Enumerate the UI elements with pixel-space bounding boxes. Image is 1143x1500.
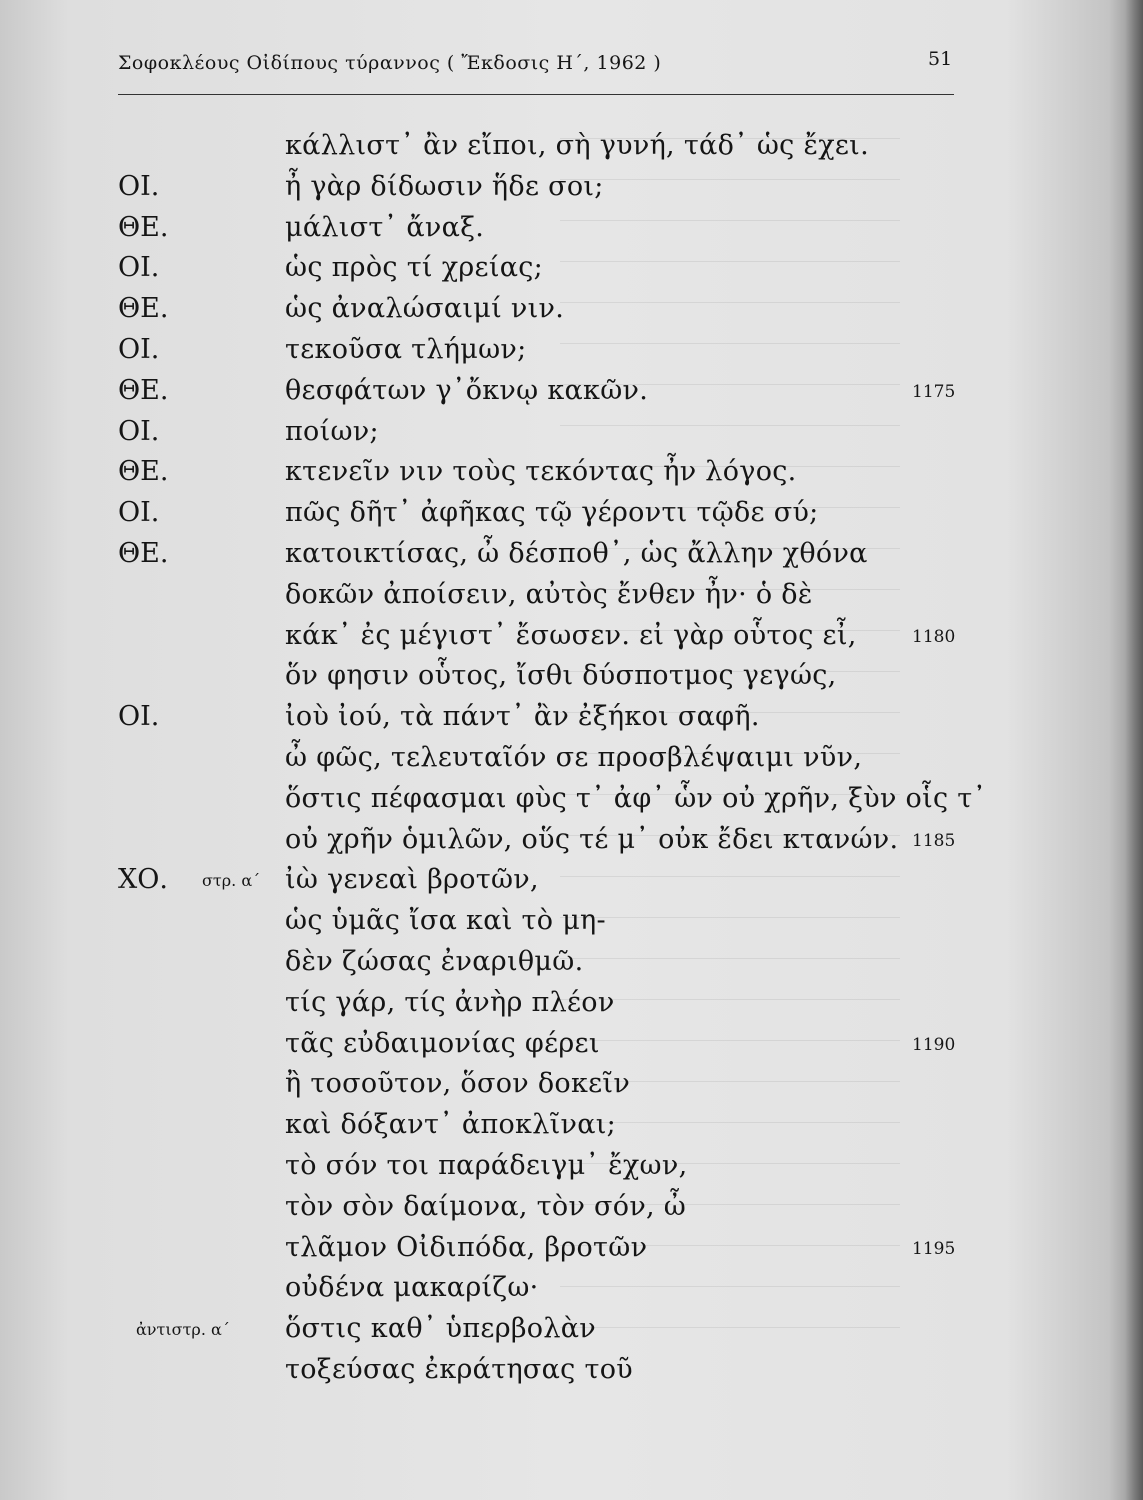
verse-line [0, 289, 1143, 329]
verse-text: δοκῶν ἀποίσειν, αὐτὸς ἔνθεν ἦν· ὁ δὲ [285, 578, 813, 610]
verse-text: τοξεύσας ἐκράτησας τοῦ [285, 1354, 633, 1385]
verse-text: δὲν ζώσας ἐναριθμῶ. [285, 946, 584, 977]
verse-text: ὡς ἀναλώσαιμί νιν. [285, 293, 565, 325]
verse-line [0, 983, 1143, 1023]
verse-line [0, 575, 1143, 615]
verse-text: μάλιστ᾽ ἄναξ. [285, 211, 485, 243]
verse-text: τᾶς εὐδαιμονίας φέρει [285, 1027, 600, 1059]
verse-line [0, 1350, 1143, 1390]
verse-text: ἰοὺ ἰού, τὰ πάντ᾽ ἂν ἐξήκοι σαφῆ. [285, 701, 760, 733]
line-number: 1185 [912, 830, 956, 851]
verse-line [0, 371, 1143, 411]
verse-line [0, 901, 1143, 941]
verse-line [0, 126, 1143, 166]
verse-text: οὐδένα μακαρίζω· [285, 1272, 539, 1304]
verse-line [0, 167, 1143, 207]
page-number: 51 [928, 48, 953, 70]
verse-text: ὅν φησιν οὗτος, ἴσθι δύσποτμος γεγώς, [285, 660, 837, 692]
verse-text: ὦ φῶς, τελευταῖόν σε προσβλέψαιμι νῦν, [285, 742, 863, 773]
verse-text: καὶ δόξαντ᾽ ἀποκλῖναι; [285, 1109, 617, 1141]
verse-text: τεκοῦσα τλήμων; [285, 334, 527, 365]
verse-line [0, 697, 1143, 737]
verse-text: κτενεῖν νιν τοὺς τεκόντας ἦν λόγος. [285, 456, 797, 488]
verse-text: ποίων; [285, 415, 379, 447]
verse-text: κάλλιστ᾽ ἂν εἴποι, σὴ γυνή, τάδ᾽ ὡς ἔχει. [285, 130, 869, 161]
speaker-label: ΧΟ. [118, 864, 168, 896]
verse-line [0, 412, 1143, 452]
verse-line [0, 656, 1143, 696]
line-number: 1175 [912, 381, 956, 402]
verse-text: τὸν σὸν δαίμονα, τὸν σόν, ὦ [285, 1190, 687, 1222]
speaker-label: ΘΕ. [118, 211, 169, 243]
verse-text: ἦ γὰρ δίδωσιν ἥδε σοι; [285, 170, 604, 202]
verse-text: ὡς πρὸς τί χρείας; [285, 252, 544, 284]
verse-line [0, 820, 1143, 860]
verse-line [0, 942, 1143, 982]
verse-line [0, 1268, 1143, 1308]
line-number: 1195 [912, 1238, 956, 1259]
verse-text: πῶς δῆτ᾽ ἀφῆκας τῷ γέροντι τῷδε σύ; [285, 497, 819, 529]
verse-text: ἰὼ γενεαὶ βροτῶν, [285, 864, 539, 896]
verse-text: ὅστις πέφασμαι φὺς τ᾽ ἀφ᾽ ὧν οὐ χρῆν, ξὺν οἷς τ᾽ [285, 782, 987, 814]
speaker-label: ΟΙ. [118, 701, 160, 733]
running-head: Σοφοκλέους Οἰδίπους τύραννος ( Ἔκδοσις Η΄, 1962 ) [118, 52, 662, 74]
verse-text: κάκ᾽ ἐς μέγιστ᾽ ἔσωσεν. εἰ γὰρ οὗτος εἶ, [285, 619, 857, 651]
verse-line [0, 1105, 1143, 1145]
verse-line [0, 1024, 1143, 1064]
verse-line [0, 493, 1143, 533]
speaker-label: ΘΕ. [118, 374, 169, 406]
verse-line [0, 248, 1143, 288]
speaker-label: ΟΙ. [118, 334, 160, 365]
verse-text: κατοικτίσας, ὦ δέσποθ᾽, ὡς ἄλλην χθόνα [285, 538, 868, 569]
line-number: 1190 [912, 1034, 956, 1055]
verse-line [0, 1064, 1143, 1104]
verse-line [0, 330, 1143, 370]
strophe-marker: στρ. α΄ [202, 871, 261, 891]
verse-line [0, 1187, 1143, 1227]
verse-text: οὐ χρῆν ὁμιλῶν, οὕς τέ μ᾽ οὐκ ἔδει κτανών. [285, 823, 899, 855]
speaker-label: ΘΕ. [118, 456, 169, 488]
verse-line [0, 1228, 1143, 1268]
speaker-label: ΟΙ. [118, 415, 160, 447]
strophe-marker: ἀντιστρ. α΄ [136, 1320, 230, 1340]
verse-line [0, 452, 1143, 492]
speaker-label: ΘΕ. [118, 293, 169, 325]
verse-line [0, 616, 1143, 656]
verse-line [0, 1146, 1143, 1186]
verse-text: ἢ τοσοῦτον, ὅσον δοκεῖν [285, 1068, 631, 1100]
speaker-label: ΘΕ. [118, 538, 169, 569]
verse-line [0, 779, 1143, 819]
speaker-label: ΟΙ. [118, 252, 160, 284]
line-number: 1180 [912, 626, 956, 647]
verse-line [0, 738, 1143, 778]
verse-line [0, 1309, 1143, 1349]
verse-line [0, 208, 1143, 248]
verse-line [0, 860, 1143, 900]
header-rule [118, 94, 954, 95]
speaker-label: ΟΙ. [118, 497, 160, 529]
verse-text: τὸ σόν τοι παράδειγμ᾽ ἔχων, [285, 1150, 688, 1181]
verse-text: τίς γάρ, τίς ἀνὴρ πλέον [285, 986, 615, 1018]
speaker-label: ΟΙ. [118, 170, 160, 202]
verse-text: ὡς ὑμᾶς ἴσα καὶ τὸ μη- [285, 905, 606, 937]
verse-text: τλᾶμον Οἰδιπόδα, βροτῶν [285, 1231, 648, 1263]
verse-line [0, 534, 1143, 574]
verse-text: θεσφάτων γ᾽ὄκνῳ κακῶν. [285, 374, 649, 406]
verse-text: ὅστις καθ᾽ ὑπερβολὰν [285, 1313, 597, 1345]
